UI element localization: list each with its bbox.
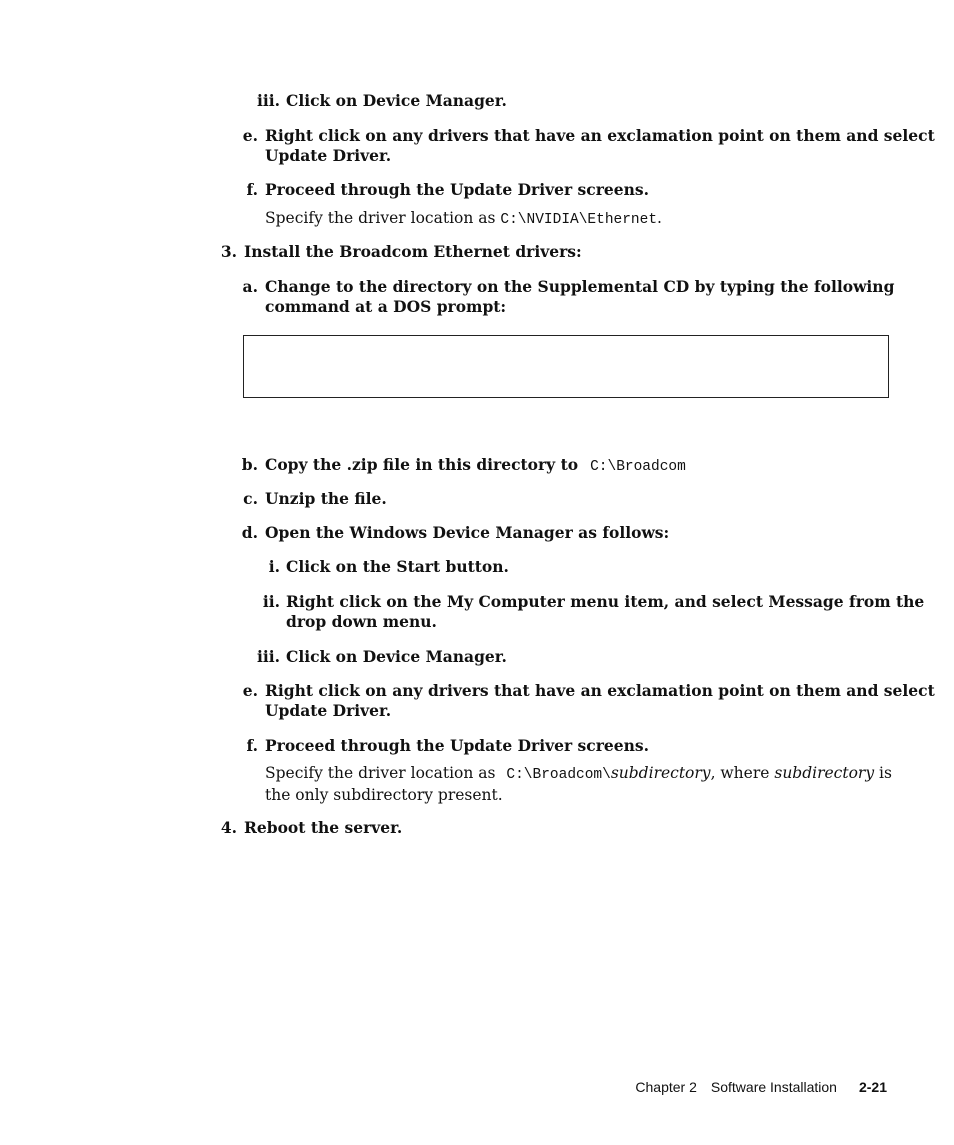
note-suffix: is [874,764,892,782]
step-marker: e. [242,681,258,700]
step-e-top [0,126,954,166]
step-3d-ii [0,592,954,632]
step-text-line1: Right click on the My Computer menu item, and select Message from the [286,592,925,611]
driver-location-note-broadcom [265,763,905,805]
step-3e [0,681,954,721]
step-text-line1: Change to the directory on the Supplemental CD by typing the following [265,277,895,296]
step-text: Unzip the file. [265,489,387,508]
step-3a [0,277,954,317]
step-marker: b. [241,455,258,474]
step-marker: e. [242,126,258,145]
step-marker: c. [243,489,258,508]
note-line-1 [265,763,905,785]
step-text [265,455,686,477]
step-text-main: Copy the .zip file in this directory to [265,455,579,474]
step-text-line1: Right click on any drivers that have an exclamation point on them and select [265,126,935,145]
page-number: 2-21 [858,1079,887,1095]
step-marker: 3. [220,242,237,261]
footer-title: Software Installation [710,1079,837,1095]
note-prefix: Specify the driver location as [265,209,501,227]
note-mid: , where [710,764,775,782]
path-code: C:\NVIDIA\Ethernet [500,212,658,228]
note-suffix: . [657,209,662,227]
note-line-2: the only subdirectory present. [265,786,503,804]
step-text-line1: Right click on any drivers that have an exclamation point on them and select [265,681,935,700]
step-text-line2: command at a DOS prompt: [265,297,507,316]
step-marker: f. [246,180,258,199]
step-marker: a. [242,277,258,296]
step-marker: iii. [256,91,280,110]
step-text: Proceed through the Update Driver screens. [265,736,649,755]
note-variable: subdirectory [774,764,875,782]
step-text-line2: Update Driver. [265,146,392,165]
dos-command-box [243,335,889,398]
step-marker: iii. [256,647,280,666]
footer-chapter: Chapter 2 [635,1079,697,1095]
step-text: Click on Device Manager. [286,91,507,110]
note-prefix: Specify the driver location as [265,764,501,782]
step-text-line2: drop down menu. [286,612,437,631]
step-marker: d. [241,523,258,542]
step-text: Open the Windows Device Manager as follows: [265,523,670,542]
step-marker: f. [246,736,258,755]
step-text: Proceed through the Update Driver screens. [265,180,649,199]
path-code: C:\Broadcom [590,459,686,475]
driver-location-note-nvidia [265,208,662,230]
step-text: Click on the Start button. [286,557,509,576]
step-text: Reboot the server. [244,818,403,837]
step-text: Click on Device Manager. [286,647,507,666]
step-marker: ii. [262,592,280,611]
step-text-line2: Update Driver. [265,701,392,720]
step-text: Install the Broadcom Ethernet drivers: [244,242,582,261]
note-variable: subdirectory [610,764,711,782]
page-footer [635,1079,887,1095]
path-code: C:\Broadcom\ [506,767,611,783]
step-marker: i. [268,557,280,576]
step-marker: 4. [220,818,237,837]
